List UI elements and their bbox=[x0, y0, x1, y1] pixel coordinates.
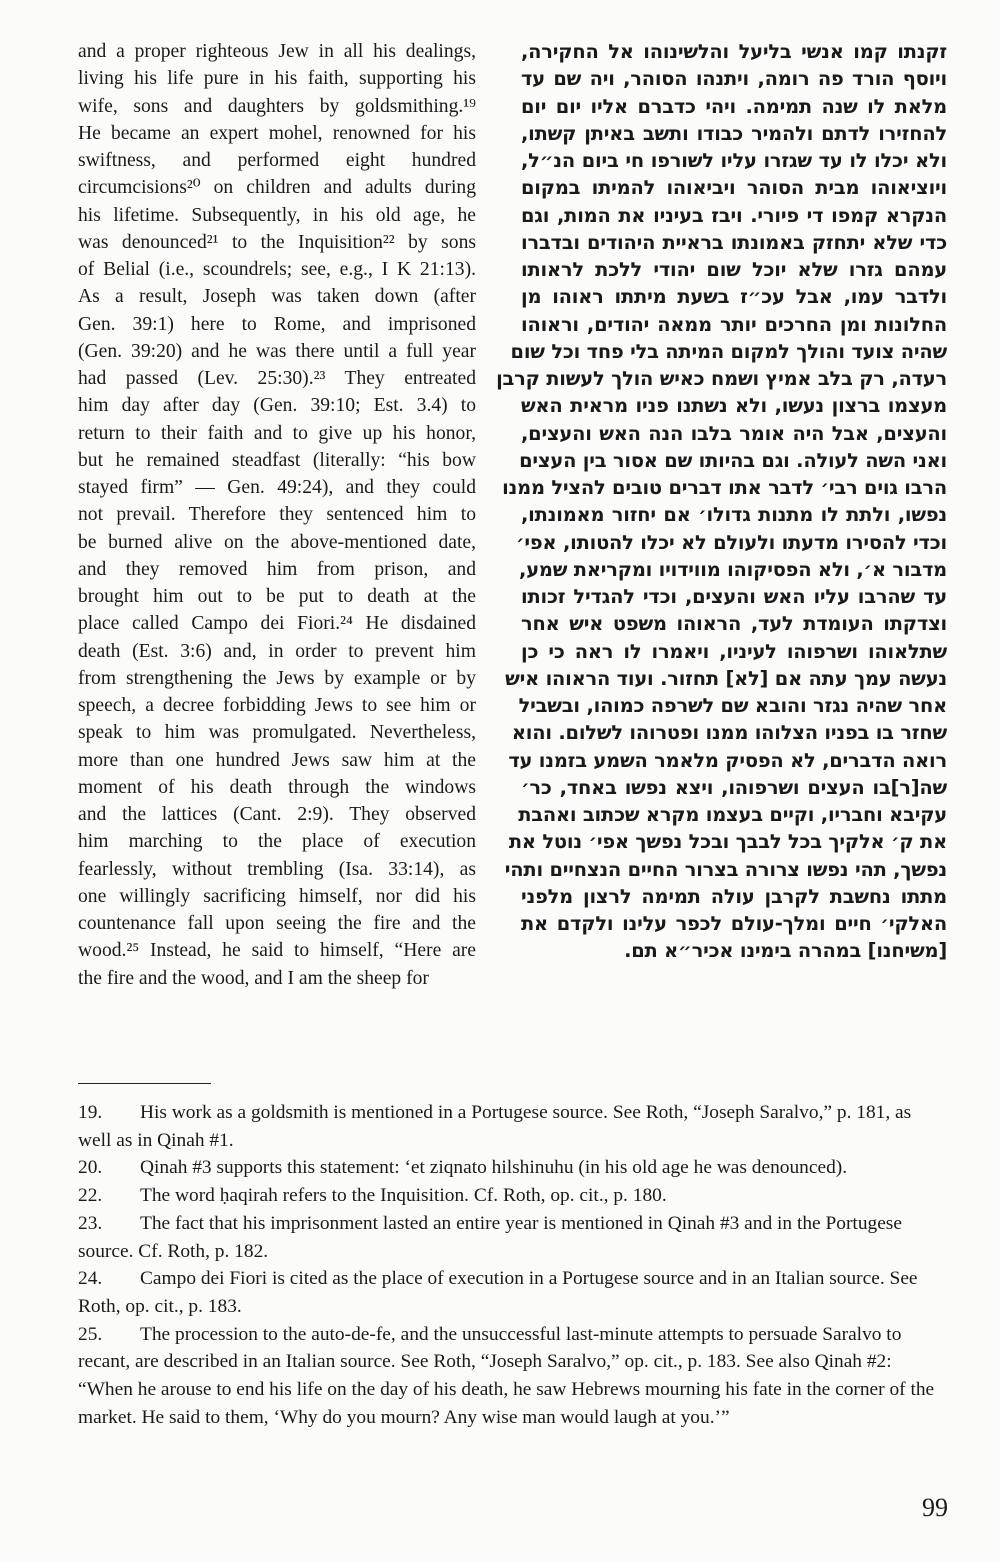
hebrew-text-line: וכדי להסירו מדעתו ולעולם לא יכלו להטותו, אפי׳ bbox=[516, 530, 947, 554]
hebrew-text-line: כדי שלא יתחזק באמונתו בראיית היהודים ובדברו bbox=[521, 230, 947, 254]
footnote-number: 22. bbox=[78, 1185, 103, 1207]
footnote bbox=[78, 1321, 948, 1432]
hebrew-text-line: עמהם גזרו שלא יוכל שום יהודי ללכת לראותו bbox=[521, 258, 947, 281]
footnote bbox=[78, 1154, 948, 1182]
english-text-line: be burned alive on the above-mentioned date, bbox=[78, 531, 476, 553]
hebrew-text-line: עקיבא וחבריו, וקיים בעצמו מקרא שכתוב ואהבת bbox=[518, 803, 947, 826]
english-text-line: the fire and the wood, and I am the sheep for bbox=[78, 967, 429, 989]
footnote-number: 24. bbox=[78, 1268, 103, 1290]
hebrew-text-line: זקנתו קמו אנשי בליעל והלשינוהו אל החקירה, bbox=[521, 40, 947, 63]
footnote bbox=[78, 1210, 948, 1265]
hebrew-text-line: החלונות ומן החרכים יותר ממאה יהודים, וראוהו bbox=[521, 312, 947, 336]
hebrew-text-line: נפשך, תהי נפשו צרורה בצרור החיים הנצחיים ותהי bbox=[504, 857, 947, 881]
english-text-line: He became an expert mohel, renowned for his bbox=[78, 122, 476, 144]
english-text-line: return to their faith and to give up his honor, bbox=[78, 422, 476, 444]
footnote-text: Campo dei Fiori is cited as the place of execution in a Portugese source and in an Italian source. See Roth, op. cit., p. 183. bbox=[78, 1268, 918, 1317]
english-text-line: not prevail. Therefore they sentenced him to bbox=[78, 504, 476, 526]
footnote bbox=[78, 1099, 948, 1154]
hebrew-text-line: שהיה צועד והולך למקום המיתה בלי פחד וכל שום bbox=[510, 339, 947, 363]
hebrew-text-line: שחזר בו בפניו הצלוהו ממנו ופטרוהו לשלום. והוא bbox=[511, 721, 947, 745]
hebrew-text-line: ויוציאוהו מבית הסוהר ויביאוהו להמיתו במקום bbox=[521, 176, 947, 200]
footnote-text: The word ḥaqirah refers to the Inquisition. Cf. Roth, op. cit., p. 180. bbox=[140, 1185, 667, 1207]
hebrew-text-line: מתתו נחשבת לקרבן עולה תמימה לרצון מלפני bbox=[521, 884, 947, 908]
footnote-text: The procession to the auto-de-fe, and the unsuccessful last-minute attempts to persuade Saralvo to recant, are described in an Italian source. See Roth, “Joseph Saralvo,” op. cit., p. 183. See also Qinah #2: “When he arouse to end his life on the day of his death, he saw Hebrews mourning his fate in the corner of the market. He said to them, ‘Why do you mourn? Any wise man would laugh at you.’” bbox=[78, 1323, 935, 1428]
english-text-line: wood.²⁵ Instead, he said to himself, “Here are bbox=[78, 940, 476, 962]
footnote bbox=[78, 1265, 948, 1320]
hebrew-text-line: ולדבר עמו, אבל עכ״ז בשעת מיתתו ראוהו מן bbox=[521, 285, 947, 309]
hebrew-text-line: ולא יכלו לו עד שגזרו עליו לשורפו חי ביום הנ״ל, bbox=[521, 149, 947, 172]
hebrew-original-column bbox=[496, 38, 947, 965]
footnote-number: 19. bbox=[78, 1102, 103, 1123]
english-text-line: one willingly sacrificing himself, nor did his bbox=[78, 885, 476, 907]
footnote-text: The fact that his imprisonment lasted an entire year is mentioned in Qinah #3 and in the Portugese source. Cf. Roth, p. 182. bbox=[78, 1212, 902, 1262]
english-text-line: of Belial (i.e., scoundrels; see, e.g., I K 21:13). bbox=[78, 259, 476, 280]
hebrew-text-line: רעדה, רק בלב אמיץ ושמח כאיש הולך לעשות קרבן bbox=[496, 367, 947, 390]
hebrew-text-line: שתלאוהו ושרפוהו לעיניו, ויאמרו לו ראה כי כן bbox=[521, 639, 947, 663]
hebrew-text-line: נעשה עמך עתה אם [לא] תחזור. ועוד הראוהו איש bbox=[505, 666, 947, 690]
english-text-line: him marching to the place of execution bbox=[78, 831, 476, 853]
footnote-separator-rule bbox=[78, 1083, 211, 1084]
english-text-line: circumcisions²⁰ on children and adults during bbox=[78, 177, 476, 199]
english-text-line: more than one hundred Jews saw him at the bbox=[78, 749, 476, 771]
english-text-line: speak to him was promulgated. Nevertheless, bbox=[78, 722, 476, 744]
footnote-number: 25. bbox=[78, 1323, 103, 1345]
english-text-line: was denounced²¹ to the Inquisition²² by sons bbox=[78, 231, 476, 253]
hebrew-text-line: עד שהרבו עליו האש והעצים, וכדי להגדיל זכותו bbox=[521, 585, 947, 608]
english-text-line: had passed (Lev. 25:30).²³ They entreated bbox=[78, 368, 476, 389]
hebrew-text-line: הנקרא קמפו די פיורי. ויבז בעיניו את המות, וגם bbox=[521, 203, 947, 227]
english-text-line: him day after day (Gen. 39:10; Est. 3.4) to bbox=[78, 395, 476, 417]
english-text-line: fearlessly, without trembling (Isa. 33:14), as bbox=[78, 858, 476, 880]
english-text-line: swiftness, and performed eight hundred bbox=[78, 150, 476, 171]
footnote-text: Qinah #3 supports this statement: ‘et ziqnato hilshinuhu (in his old age he was denounced). bbox=[140, 1157, 848, 1179]
english-translation-column bbox=[78, 38, 476, 992]
footnote-text: His work as a goldsmith is mentioned in a Portugese source. See Roth, “Joseph Saralvo,” p. 181, as well as in Qinah #1. bbox=[78, 1102, 912, 1151]
english-text-line: As a result, Joseph was taken down (after bbox=[78, 286, 476, 308]
hebrew-text-line: מלאת לו שנה תמימה. ויהי כדברם אליו יום יום bbox=[521, 94, 947, 118]
footnote-number: 23. bbox=[78, 1212, 103, 1234]
hebrew-text-line: מעצמו ברצון נעשו, ולא נשתנו פניו מראית האש bbox=[521, 394, 947, 418]
english-text-line: living his life pure in his faith, supporting his bbox=[78, 68, 476, 90]
hebrew-text-line: והעצים, אבל היה אומר בלבו הנה האש והעצים, bbox=[521, 421, 947, 445]
english-text-line: and the lattices (Cant. 2:9). They observed bbox=[78, 804, 476, 825]
hebrew-text-line: אחר שהיה נגזר והובא שם לשרפה כמוהו, ובשביל bbox=[518, 694, 947, 717]
hebrew-text-line: נפשו, ולתת לו מתנות גדולו׳ אם יחזור מאמונתו, bbox=[521, 503, 947, 527]
english-text-line: place called Campo dei Fiori.²⁴ He disdained bbox=[78, 613, 476, 635]
hebrew-text-line: הרבו גוים רבי׳ לדבר אתו דברים טובים להציל ממנו bbox=[502, 476, 947, 499]
hebrew-text-line: את ק׳ אלקיך בכל לבבך ובכל נפשך אפי׳ נוטל את bbox=[508, 830, 947, 854]
english-text-line: brought him out to be put to death at the bbox=[78, 586, 476, 607]
english-text-line: and they removed him from prison, and bbox=[78, 558, 476, 580]
english-text-line: death (Est. 3:6) and, in order to prevent him bbox=[78, 640, 476, 662]
hebrew-text-line: שה[ר]בו העצים ושרפוהו, ויצא נפשו באחד, כר׳ bbox=[521, 775, 947, 799]
footnote-number: 20. bbox=[78, 1157, 103, 1179]
page-number: 99 bbox=[922, 1493, 948, 1522]
english-text-line: wife, sons and daughters by goldsmithing.¹⁹ bbox=[78, 95, 476, 117]
english-text-line: and a proper righteous Jew in all his dealings, bbox=[78, 41, 476, 62]
english-text-line: but he remained steadfast (literally: “his bow bbox=[78, 449, 476, 471]
english-text-line: speech, a decree forbidding Jews to see him or bbox=[78, 695, 476, 716]
hebrew-text-line: ויוסף הורד פה רומה, ויתנהו הסוהר, ויה שם עד bbox=[521, 67, 947, 91]
hebrew-text-line: להחזירו לדתם ולהמיר כבודו ותשב באיתן קשתו, bbox=[521, 121, 947, 145]
footnotes-section bbox=[78, 1099, 948, 1431]
english-text-line: countenance fall upon seeing the fire and the bbox=[78, 913, 476, 934]
english-text-line: Gen. 39:1) here to Rome, and imprisoned bbox=[78, 313, 476, 335]
hebrew-text-line: ואני השה לעולה. וגם בהיותו שם אסור בין העצים bbox=[519, 448, 947, 472]
hebrew-text-line: רואה הדברים, לא הפסיק מלאמר השמע בזמנו עד bbox=[508, 748, 947, 772]
hebrew-text-line: מדבור א׳, ולא הפסיקוהו מווידויו ומקריאת שמע, bbox=[519, 557, 947, 581]
footnote bbox=[78, 1182, 948, 1210]
hebrew-text-line: וצדקתו העומדת לעד, הראוהו משפט איש אחר bbox=[521, 612, 947, 636]
english-text-line: moment of his death through the windows bbox=[78, 776, 476, 798]
hebrew-text-line: האלקי׳ חיים ומלך-עולם לכפר עלינו ולקדם את bbox=[521, 912, 947, 935]
english-text-line: stayed firm” — Gen. 49:24), and they could bbox=[78, 477, 476, 498]
english-text-line: (Gen. 39:20) and he was there until a full year bbox=[78, 340, 476, 362]
hebrew-text-line: [משיחנו] במהרה בימינו אכיר״א תם. bbox=[624, 939, 947, 963]
english-text-line: from strengthening the Jews by example or by bbox=[78, 667, 476, 689]
english-text-line: his lifetime. Subsequently, in his old age, he bbox=[78, 204, 476, 226]
